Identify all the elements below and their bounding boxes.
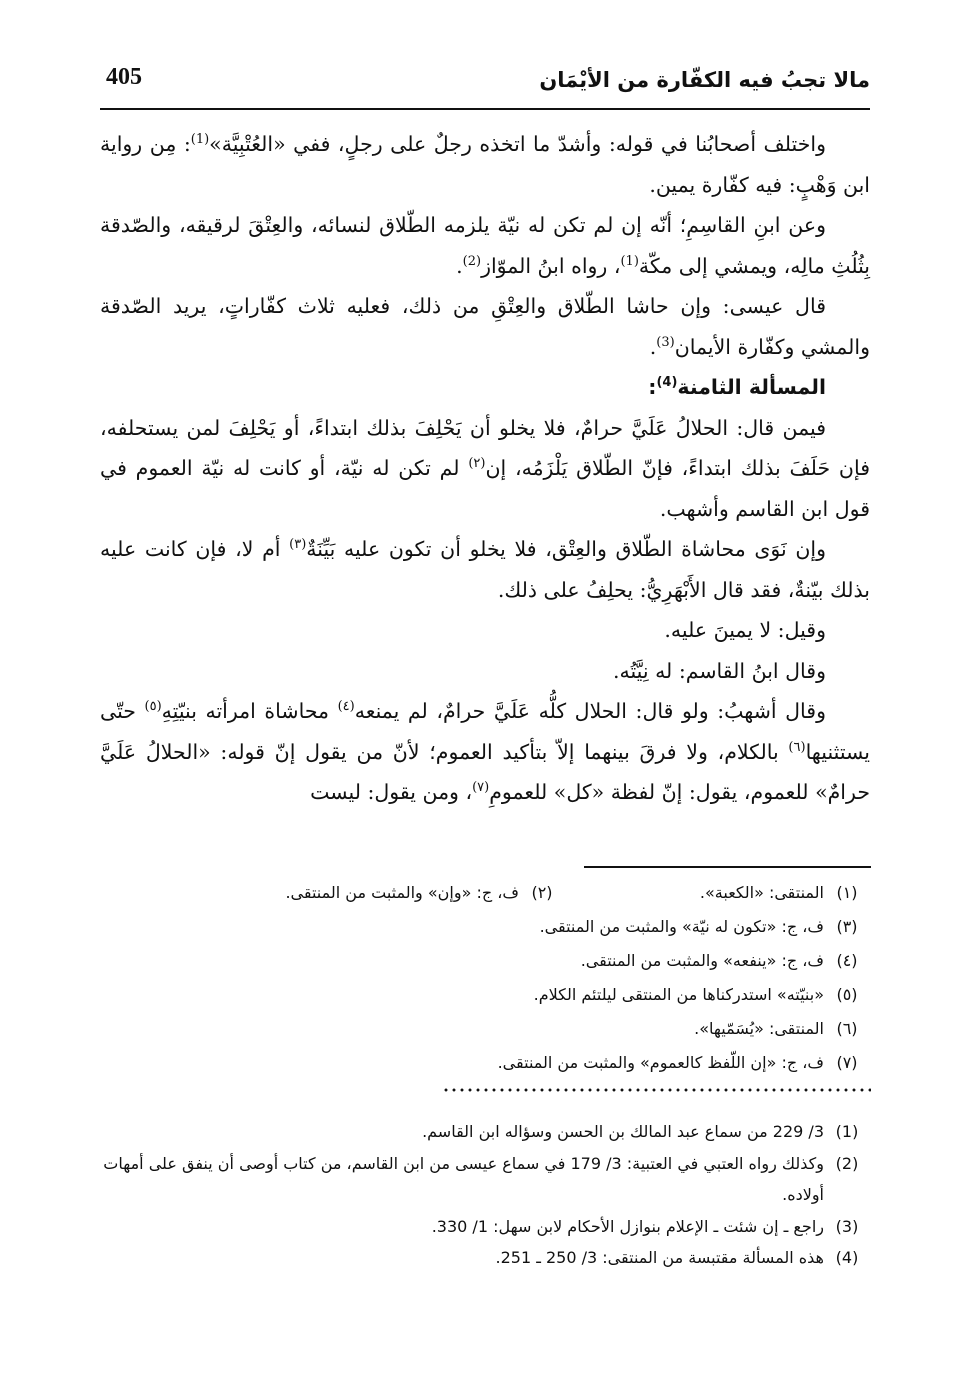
source-note xyxy=(100,1148,870,1211)
paragraph-1-text-end: : مِن رواية ابن وَهْبٍ: فيه كفّارة يمين. xyxy=(100,132,870,197)
paragraph-5-text-end: أم لا، فإن كانت عليه بذلك بيّنةٌ، فقد قال الأَبْهَرِيُّ: يحلِفُ على ذلك. xyxy=(100,537,870,602)
note-number: (2) xyxy=(835,1153,859,1173)
variant-note xyxy=(100,1012,870,1046)
paragraph-2-text-end: . xyxy=(456,253,463,278)
note-number: (٢) xyxy=(531,883,553,902)
note-number: (٤) xyxy=(836,951,858,970)
paragraph-8-text-mid3: بالكلام، ولا فرقَ بينهما إلاّ بتأكيد العموم؛ لأنّ من يقول إنّ قوله: «الحلالُ عَلَيَّ حرامٌ» للعموم، يقول: إنّ لفظة «كل» للعمومِ xyxy=(100,739,870,804)
page-number: 405 xyxy=(106,64,142,90)
variant-note xyxy=(100,1046,870,1080)
footnote-separator xyxy=(584,866,871,868)
paragraph-4 xyxy=(100,408,870,530)
footnote-ref: (٤) xyxy=(337,699,355,715)
note-text: ف، ج: «إن اللّفظ كالعموم» والمثبت من المنتقى. xyxy=(497,1053,824,1072)
note-text: ف، ج: «تكون له نيّة» والمثبت من المنتقى. xyxy=(539,917,824,936)
variant-notes xyxy=(100,876,870,1080)
paragraph-3-text: قال عيسى: وإن حاشا الطّلاق والعِتْقِ من ذلك، فعليه ثلاث كفّاراتٍ، يريد الصّدقة والمشي وكفّارة الأيمان xyxy=(100,294,870,359)
paragraph-5 xyxy=(100,529,870,610)
variant-note xyxy=(260,876,565,910)
footnote-ref: (2) xyxy=(462,253,482,269)
note-number: (٦) xyxy=(836,1019,858,1038)
paragraph-1 xyxy=(100,124,870,205)
source-note xyxy=(100,1242,870,1274)
note-text: وكذلك رواه العتبي في العتبية: 3/ 179 في سماع عيسى من ابن القاسم، من كتاب أوصى أن ينفق على أمهات أولاده. xyxy=(103,1153,824,1204)
section-heading-colon: : xyxy=(648,375,657,399)
note-text: ف، ج: «ينفعه» والمثبت من المنتقى. xyxy=(580,951,824,970)
footnote-ref: (٧) xyxy=(472,780,490,796)
footnote-ref: (٣) xyxy=(289,537,307,553)
footnote-ref: (1) xyxy=(620,253,639,269)
note-text: ف، ج: «وإن» والمثبت من المنتقى. xyxy=(285,883,519,902)
variant-note xyxy=(565,876,870,910)
footnote-ref: (4) xyxy=(656,375,678,391)
note-text: المنتقى: «الكعبة». xyxy=(699,883,824,902)
note-text: 3/ 229 من سماع عبد المالك بن الحسن وسؤاله ابن القاسم. xyxy=(422,1122,824,1141)
note-number: (١) xyxy=(836,883,858,902)
footnote-ref: (٦) xyxy=(788,739,806,755)
paragraph-3-text-end: . xyxy=(649,334,657,359)
paragraph-4-text-end: لم تكن له نيّة، أو كانت له نيّة العموم في قول ابن القاسم وأشهب. xyxy=(100,456,870,521)
note-number: (٣) xyxy=(836,917,858,936)
paragraph-2-text: وعن ابنِ القاسِمِ؛ أنّه إن لم تكن له نيّة يلزمه الطّلاق لنسائه، والعِتْقَ لرقيقه، والصّدقة بِثُلُثِ مالِه، ويمشي إلى مكّة xyxy=(100,213,870,278)
note-number: (1) xyxy=(835,1122,859,1141)
note-text: «بنيّته» استدركناها من المنتقى ليلتئم الكلام. xyxy=(533,985,824,1004)
source-notes xyxy=(100,1116,870,1274)
footnote-ref: (3) xyxy=(656,334,675,350)
paragraph-8-text-end: ، ومن يقول: ليست xyxy=(310,780,473,804)
variant-note-row xyxy=(100,876,870,910)
footnote-ref: (1) xyxy=(190,132,210,148)
paragraph-8-text-mid: محاشاة امرأته بنيّتِهِ xyxy=(161,699,338,723)
paragraph-2 xyxy=(100,205,870,286)
paragraph-7: وقال ابنُ القاسم: له نِيَّتُه. xyxy=(612,658,826,683)
paragraph-4-text: فيمن قال: الحلالُ عَلَيَّ حرامٌ، فلا يخلو أن يَحْلِفَ بذلك ابتداءً، أو يَحْلِفَ لمن يستحلفه، فإن حَلَفَ بذلك ابتداءً، فإنّ الطّلاق يَلْزَمُه، إن xyxy=(100,415,871,480)
paragraph-1-text: واختلف أصحابُنا في قوله: وأشدّ ما اتخذه رجلٌ على رجلٍ، ففي «العُتْبِيَّة» xyxy=(209,132,827,156)
paragraph-5-text: وإن نَوَى محاشاة الطّلاق والعِتْق، فلا يخلو أن تكون عليه بَيِّنَةٌ xyxy=(306,537,826,561)
note-text: هذه المسألة مقتبسة من المنتقى: 3/ 250 ـ 251. xyxy=(495,1248,824,1267)
variant-note xyxy=(100,944,870,978)
main-text xyxy=(100,124,870,813)
paragraph-2-text-mid: ، رواه ابنُ الموّاز xyxy=(481,253,621,278)
note-number: (4) xyxy=(835,1248,859,1267)
section-heading xyxy=(100,367,870,408)
note-number: (٥) xyxy=(836,985,858,1004)
running-title: مالا تجبُ فيه الكفّارة من الأيْمَان xyxy=(539,68,870,92)
paragraph-8-text-mid2: حتّى يستثنيها xyxy=(100,699,870,764)
source-note xyxy=(100,1116,870,1148)
source-note xyxy=(100,1211,870,1243)
page-header xyxy=(100,62,870,110)
paragraph-6: وقيل: لا يمينَ عليه. xyxy=(664,618,826,642)
footnote-ref: (٥) xyxy=(144,699,162,715)
dotted-separator xyxy=(442,1088,871,1092)
note-text: راجع ـ إن شئت ـ الإعلام بنوازل الأحكام لابن سهل: 1/ 330. xyxy=(431,1216,824,1236)
paragraph-8-text: وقال أشهبُ: ولو قال: الحلال كلُّه عَلَيَّ حرامٌ، لم يمنعه xyxy=(354,699,826,723)
variant-note xyxy=(100,978,870,1012)
footnote-ref: (٢) xyxy=(468,456,486,472)
paragraph-3 xyxy=(100,286,870,367)
note-number: (3) xyxy=(835,1216,859,1236)
section-heading-text: المسألة الثامنة xyxy=(677,375,826,399)
note-number: (٧) xyxy=(836,1053,858,1072)
variant-note xyxy=(100,910,870,944)
note-text: المنتقى: «يُسَمّيها». xyxy=(694,1019,824,1038)
paragraph-8 xyxy=(100,691,870,813)
